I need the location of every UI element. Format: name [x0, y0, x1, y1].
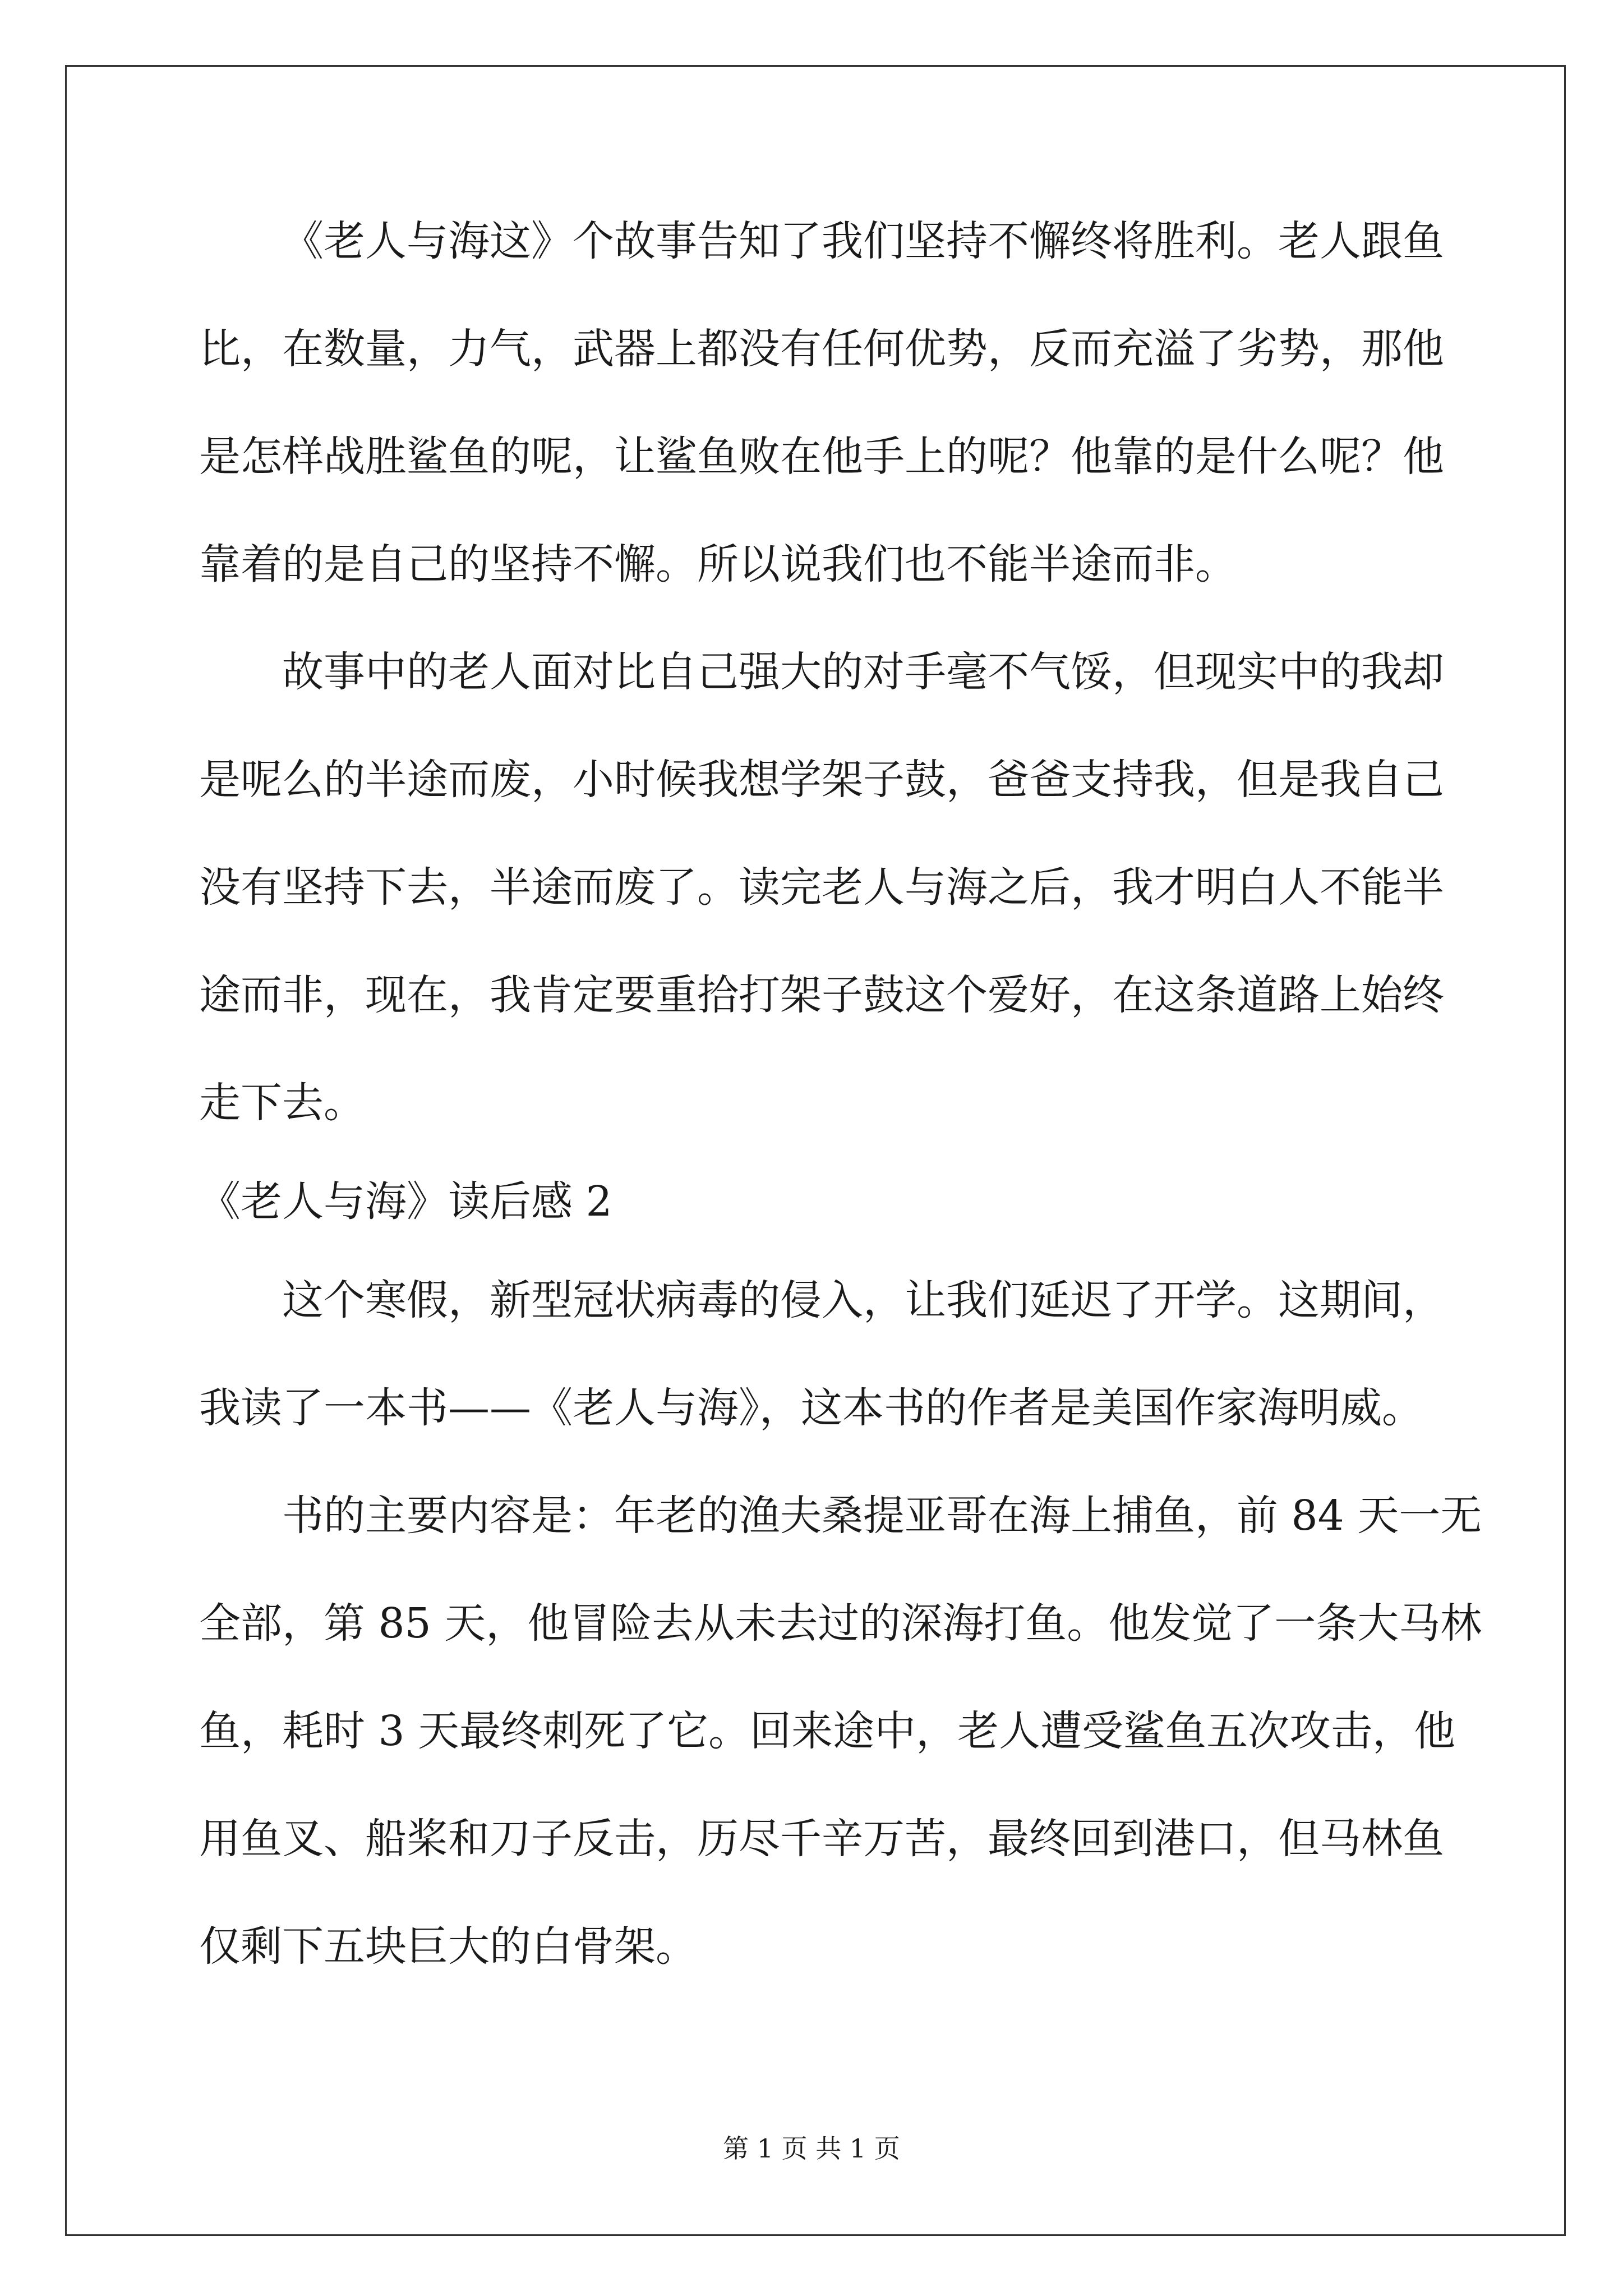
paragraph-2-line-1: 故事中的老人面对比自己强大的对手毫不气馁，但现实中的我却	[282, 648, 1444, 696]
paragraph-2-line-4: 途而非，现在，我肯定要重拾打架子鼓这个爱好，在这条道路上始终	[199, 971, 1444, 1019]
paragraph-2-line-3: 没有坚持下去，半途而废了。读完老人与海之后，我才明白人不能半	[199, 863, 1444, 912]
paragraph-4-line-5: 仅剩下五块巨大的白骨架。	[199, 1922, 697, 1971]
paragraph-1-line-2: 比，在数量，力气，武器上都没有任何优势，反而充溢了劣势，那他	[199, 325, 1444, 373]
page-number-footer: 第 1 页 共 1 页	[723, 2133, 900, 2164]
paragraph-1-line-4: 靠着的是自己的坚持不懈。所以说我们也不能半途而非。	[199, 540, 1237, 588]
paragraph-1-line-1: 《老人与海这》个故事告知了我们坚持不懈终将胜利。老人跟鱼	[282, 217, 1444, 265]
section-title: 《老人与海》读后感 2	[199, 1177, 612, 1226]
paragraph-3-line-2: 我读了一本书——《老人与海》，这本书的作者是美国作家海明威。	[199, 1384, 1423, 1432]
paragraph-4-line-3: 鱼，耗时 3 天最终刺死了它。回来途中，老人遭受鲨鱼五次攻击，他	[199, 1707, 1456, 1755]
paragraph-4-line-4: 用鱼叉、船桨和刀子反击，历尽千辛万苦，最终回到港口，但马林鱼	[199, 1815, 1444, 1863]
paragraph-2-line-2: 是呢么的半途而废，小时候我想学架子鼓，爸爸支持我，但是我自己	[199, 756, 1444, 804]
page-border	[65, 65, 1566, 2236]
paragraph-2-line-5: 走下去。	[199, 1079, 365, 1127]
paragraph-4-line-2: 全部，第 85 天，他冒险去从未去过的深海打鱼。他发觉了一条大马林	[199, 1599, 1482, 1648]
paragraph-4-line-1: 书的主要内容是：年老的渔夫桑提亚哥在海上捕鱼，前 84 天一无	[282, 1492, 1482, 1540]
paragraph-3-line-1: 这个寒假，新型冠状病毒的侵入，让我们延迟了开学。这期间，	[282, 1276, 1444, 1324]
paragraph-1-line-3: 是怎样战胜鲨鱼的呢，让鲨鱼败在他手上的呢？他靠的是什么呢？他	[199, 432, 1444, 481]
